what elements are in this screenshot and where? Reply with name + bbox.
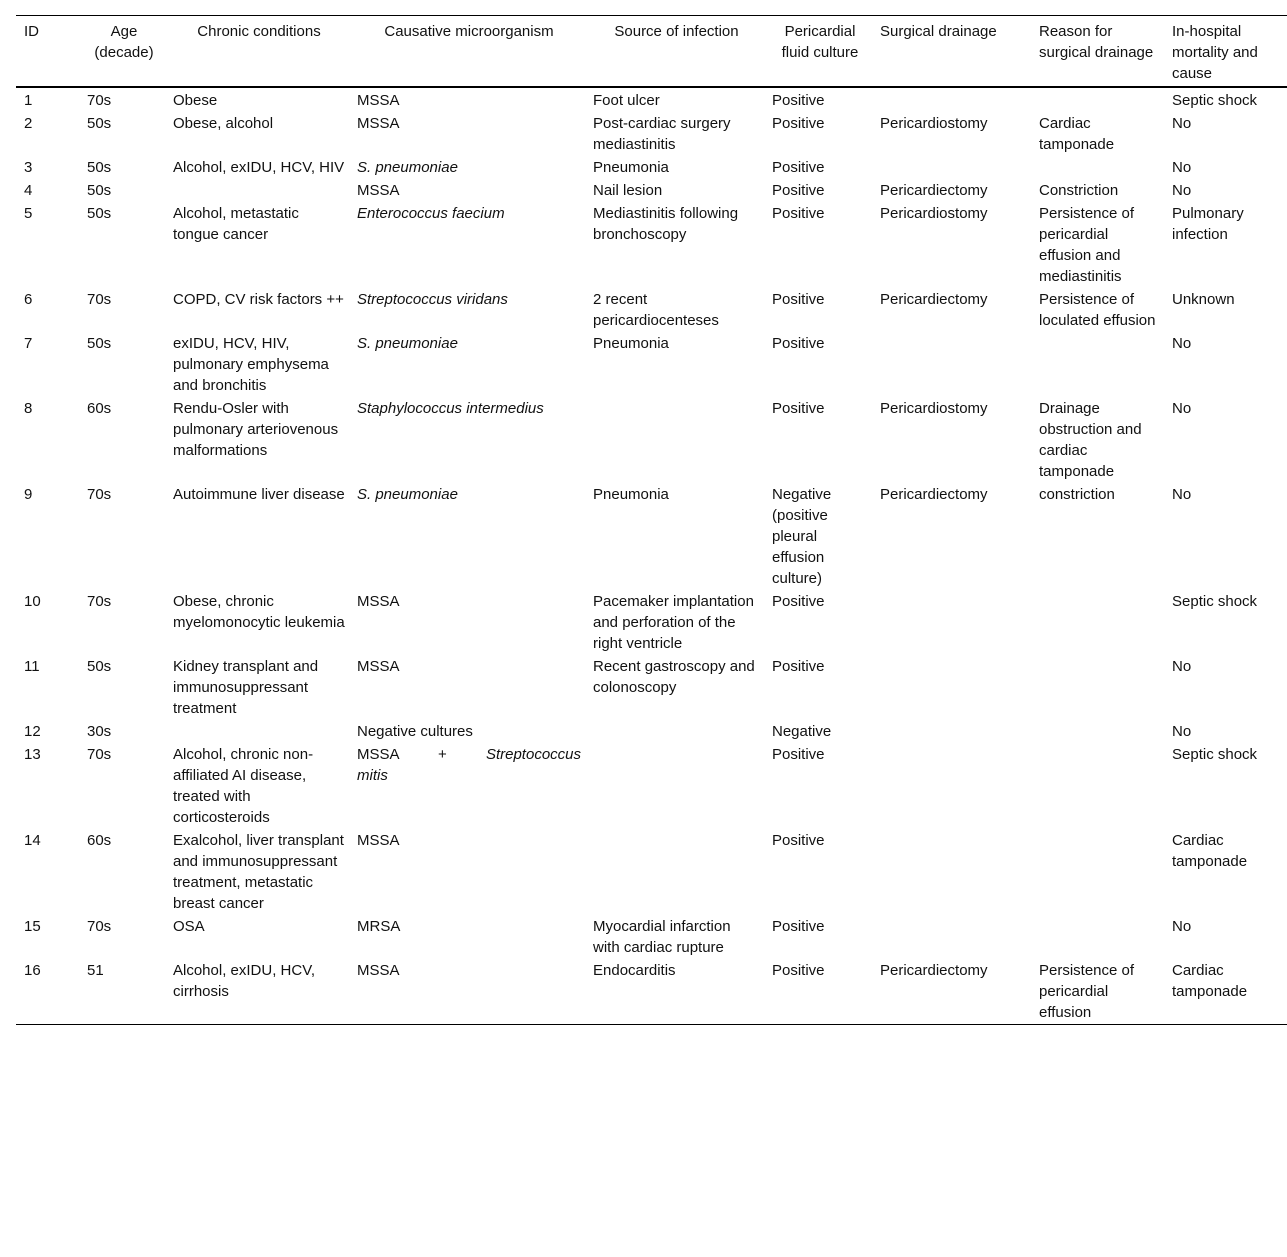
cell-mortality: No xyxy=(1172,918,1192,935)
cell-mortality: Unknown xyxy=(1172,291,1235,308)
cell-chronic-conditions: Rendu-Osler with pulmonary arteriovenous malformations xyxy=(173,400,339,459)
cell-surgical-drainage xyxy=(872,829,1031,915)
cell-reason: constriction xyxy=(1039,486,1115,503)
header-causative-microorganism: Causative microorganism xyxy=(384,23,554,40)
cell-chronic-conditions: Alcohol, chronic non-affiliated AI disease, treated with corticosteroids xyxy=(173,746,314,826)
cell-age: 50s xyxy=(87,658,112,675)
cell-fluid-culture: Positive xyxy=(772,92,825,109)
cell-age: 51 xyxy=(87,962,104,979)
cell-age: 70s xyxy=(87,593,112,610)
cell-source: Pneumonia xyxy=(593,486,669,503)
cell-fluid-culture: Positive xyxy=(772,115,825,132)
microorganism-part: + xyxy=(437,746,447,763)
cell-mortality: No xyxy=(1172,400,1192,417)
cell-source: Pacemaker implantation and perforation of the right ventricle xyxy=(593,593,754,652)
cell-microorganism: MSSA xyxy=(357,593,400,610)
cell-id: 3 xyxy=(24,159,33,176)
cell-chronic-conditions: Exalcohol, liver transplant and immunosuppressant treatment, metastatic breast cancer xyxy=(173,832,344,912)
cell-surgical-drainage xyxy=(872,743,1031,829)
cell-age: 60s xyxy=(87,400,112,417)
cell-microorganism: MSSA xyxy=(357,962,400,979)
cell-age: 50s xyxy=(87,115,112,132)
cell-source: Nail lesion xyxy=(593,182,663,199)
microorganism-part: MSSA xyxy=(357,746,399,763)
cell-reason: Cardiac tamponade xyxy=(1039,115,1115,153)
table-row xyxy=(16,743,1287,829)
cell-microorganism: S. pneumoniae xyxy=(357,335,458,352)
cell-age: 60s xyxy=(87,832,112,849)
cell-id: 8 xyxy=(24,400,33,417)
cell-id: 15 xyxy=(24,918,41,935)
cell-source: Mediastinitis following bronchoscopy xyxy=(593,205,739,243)
cell-microorganism: Streptococcus viridans xyxy=(357,291,508,308)
cell-mortality: Septic shock xyxy=(1172,593,1258,610)
table-row xyxy=(16,397,1287,483)
cell-mortality: Cardiac tamponade xyxy=(1172,832,1248,870)
cell-surgical-drainage xyxy=(872,655,1031,720)
cell-chronic-conditions: Obese, chronic myelomonocytic leukemia xyxy=(173,593,345,631)
cell-source: Post-cardiac surgery mediastinitis xyxy=(593,115,731,153)
cell-fluid-culture: Positive xyxy=(772,335,825,352)
cell-microorganism: MSSA xyxy=(357,832,400,849)
cell-id: 13 xyxy=(24,746,41,763)
cell-chronic-conditions: Obese xyxy=(173,92,218,109)
table-row xyxy=(16,483,1287,590)
cell-source xyxy=(585,743,764,829)
cell-reason xyxy=(1031,829,1164,915)
cell-reason: Drainage obstruction and cardiac tamponade xyxy=(1039,400,1142,480)
cell-source xyxy=(585,829,764,915)
cell-id: 12 xyxy=(24,723,41,740)
table-body xyxy=(16,87,1287,1025)
table-row xyxy=(16,332,1287,397)
cell-fluid-culture: Positive xyxy=(772,918,825,935)
cell-id: 11 xyxy=(24,658,40,675)
cell-age: 50s xyxy=(87,182,112,199)
cell-fluid-culture: Positive xyxy=(772,182,825,199)
table-row xyxy=(16,112,1287,156)
cell-source: Foot ulcer xyxy=(593,92,660,109)
microorganism-part: Streptococcus xyxy=(485,746,581,763)
cell-chronic-conditions: Kidney transplant and immunosuppressant treatment xyxy=(173,658,319,717)
cell-reason: Constriction xyxy=(1039,182,1119,199)
table-row xyxy=(16,915,1287,959)
cell-id: 5 xyxy=(24,205,33,222)
cell-surgical-drainage xyxy=(872,156,1031,179)
cell-mortality: Septic shock xyxy=(1172,746,1258,763)
cell-age: 70s xyxy=(87,918,112,935)
cell-fluid-culture: Positive xyxy=(772,658,825,675)
cell-fluid-culture: Positive xyxy=(772,291,825,308)
cell-fluid-culture: Positive xyxy=(772,832,825,849)
table-row xyxy=(16,202,1287,288)
header-id: ID xyxy=(24,23,39,40)
cell-surgical-drainage: Pericardiectomy xyxy=(880,962,988,979)
table-row xyxy=(16,829,1287,915)
cell-chronic-conditions: COPD, CV risk factors ++ xyxy=(173,291,344,308)
cell-fluid-culture: Positive xyxy=(772,159,825,176)
header-reason-for-drainage: Reason for surgical drainage xyxy=(1039,23,1154,61)
cell-age: 50s xyxy=(87,335,112,352)
cell-mortality: Cardiac tamponade xyxy=(1172,962,1248,1000)
cell-source: Recent gastroscopy and colonoscopy xyxy=(593,658,755,696)
cell-chronic-conditions xyxy=(165,179,349,202)
cell-microorganism: S. pneumoniae xyxy=(357,159,458,176)
cell-reason xyxy=(1031,87,1164,112)
cell-age: 70s xyxy=(87,746,112,763)
header-pericardial-fluid-culture: Pericardial fluid culture xyxy=(781,23,859,61)
cell-source xyxy=(585,720,764,743)
table-row xyxy=(16,288,1287,332)
cell-reason: Persistence of loculated effusion xyxy=(1039,291,1156,329)
cell-source xyxy=(585,397,764,483)
header-chronic-conditions: Chronic conditions xyxy=(197,23,321,40)
cell-mortality: No xyxy=(1172,159,1192,176)
cell-reason xyxy=(1031,332,1164,397)
cell-mortality: No xyxy=(1172,658,1192,675)
cell-chronic-conditions: Alcohol, exIDU, HCV, cirrhosis xyxy=(173,962,316,1000)
cell-id: 7 xyxy=(24,335,33,352)
header-surgical-drainage: Surgical drainage xyxy=(880,23,997,40)
table-row xyxy=(16,179,1287,202)
cell-mortality: No xyxy=(1172,335,1192,352)
cell-age: 30s xyxy=(87,723,112,740)
cell-id: 6 xyxy=(24,291,33,308)
cell-chronic-conditions xyxy=(165,720,349,743)
cell-id: 16 xyxy=(24,962,41,979)
cell-mortality: No xyxy=(1172,115,1192,132)
cell-fluid-culture: Positive xyxy=(772,400,825,417)
table-row xyxy=(16,87,1287,112)
cell-microorganism: MRSA xyxy=(357,918,401,935)
cell-fluid-culture: Positive xyxy=(772,205,825,222)
cell-fluid-culture: Positive xyxy=(772,593,825,610)
cell-surgical-drainage: Pericardiostomy xyxy=(880,115,988,132)
cell-microorganism: MSSA xyxy=(357,92,400,109)
cell-microorganism: MSSA xyxy=(357,658,400,675)
cell-fluid-culture: Positive xyxy=(772,962,825,979)
cell-reason xyxy=(1031,156,1164,179)
cell-reason xyxy=(1031,720,1164,743)
cell-surgical-drainage: Pericardiostomy xyxy=(880,400,988,417)
cell-microorganism: MSSA xyxy=(357,182,400,199)
cell-surgical-drainage: Pericardiectomy xyxy=(880,182,988,199)
cell-reason xyxy=(1031,655,1164,720)
cell-chronic-conditions: Autoimmune liver disease xyxy=(173,486,345,503)
cell-surgical-drainage: Pericardiectomy xyxy=(880,486,988,503)
table-row xyxy=(16,590,1287,655)
cell-source: Pneumonia xyxy=(593,335,669,352)
cell-microorganism: MSSA xyxy=(357,115,400,132)
cell-surgical-drainage xyxy=(872,87,1031,112)
cell-id: 1 xyxy=(24,92,33,109)
cell-source: Myocardial infarction with cardiac rupture xyxy=(593,918,731,956)
cell-source: Endocarditis xyxy=(593,962,676,979)
header-age: Age (decade) xyxy=(94,23,154,61)
table-row xyxy=(16,655,1287,720)
table-row xyxy=(16,720,1287,743)
cell-id: 10 xyxy=(24,593,41,610)
cell-age: 70s xyxy=(87,291,112,308)
cell-source: 2 recent pericardiocenteses xyxy=(593,291,719,329)
cell-surgical-drainage xyxy=(872,590,1031,655)
table-row xyxy=(16,156,1287,179)
case-table xyxy=(16,15,1287,1025)
cell-chronic-conditions: Obese, alcohol xyxy=(173,115,274,132)
cell-chronic-conditions: exIDU, HCV, HIV, pulmonary emphysema and bronchitis xyxy=(173,335,329,394)
cell-age: 50s xyxy=(87,205,112,222)
cell-mortality: No xyxy=(1172,723,1192,740)
cell-surgical-drainage xyxy=(872,915,1031,959)
cell-age: 50s xyxy=(87,159,112,176)
cell-microorganism: Negative cultures xyxy=(357,723,473,740)
cell-fluid-culture: Negative (positive pleural effusion culture) xyxy=(772,486,832,587)
microorganism-part: mitis xyxy=(357,767,388,784)
cell-source: Pneumonia xyxy=(593,159,669,176)
cell-microorganism xyxy=(349,743,585,829)
header-mortality: In-hospital mortality and cause xyxy=(1172,23,1258,82)
cell-mortality: Pulmonary infection xyxy=(1172,205,1244,243)
cell-chronic-conditions: Alcohol, metastatic tongue cancer xyxy=(173,205,299,243)
cell-age: 70s xyxy=(87,92,112,109)
cell-mortality: Septic shock xyxy=(1172,92,1258,109)
cell-microorganism: S. pneumoniae xyxy=(357,486,458,503)
cell-reason xyxy=(1031,915,1164,959)
cell-reason: Persistence of pericardial effusion and mediastinitis xyxy=(1039,205,1135,285)
header-source-of-infection: Source of infection xyxy=(614,23,739,40)
cell-surgical-drainage: Pericardiostomy xyxy=(880,205,988,222)
cell-mortality: No xyxy=(1172,486,1192,503)
cell-surgical-drainage xyxy=(872,720,1031,743)
cell-id: 2 xyxy=(24,115,33,132)
cell-reason xyxy=(1031,590,1164,655)
cell-reason: Persistence of pericardial effusion xyxy=(1039,962,1135,1021)
table-header xyxy=(16,16,1287,88)
cell-id: 14 xyxy=(24,832,41,849)
cell-chronic-conditions: Alcohol, exIDU, HCV, HIV xyxy=(173,159,345,176)
cell-id: 9 xyxy=(24,486,33,503)
cell-mortality: No xyxy=(1172,182,1192,199)
cell-microorganism: Staphylococcus intermedius xyxy=(357,400,544,417)
cell-surgical-drainage: Pericardiectomy xyxy=(880,291,988,308)
cell-microorganism: Enterococcus faecium xyxy=(357,205,505,222)
cell-reason xyxy=(1031,743,1164,829)
microorganism-line xyxy=(357,744,581,765)
table-row xyxy=(16,959,1287,1025)
cell-id: 4 xyxy=(24,182,33,199)
cell-surgical-drainage xyxy=(872,332,1031,397)
microorganism-combo xyxy=(357,744,581,786)
cell-fluid-culture: Negative xyxy=(772,723,832,740)
cell-fluid-culture: Positive xyxy=(772,746,825,763)
cell-age: 70s xyxy=(87,486,112,503)
cell-chronic-conditions: OSA xyxy=(173,918,205,935)
